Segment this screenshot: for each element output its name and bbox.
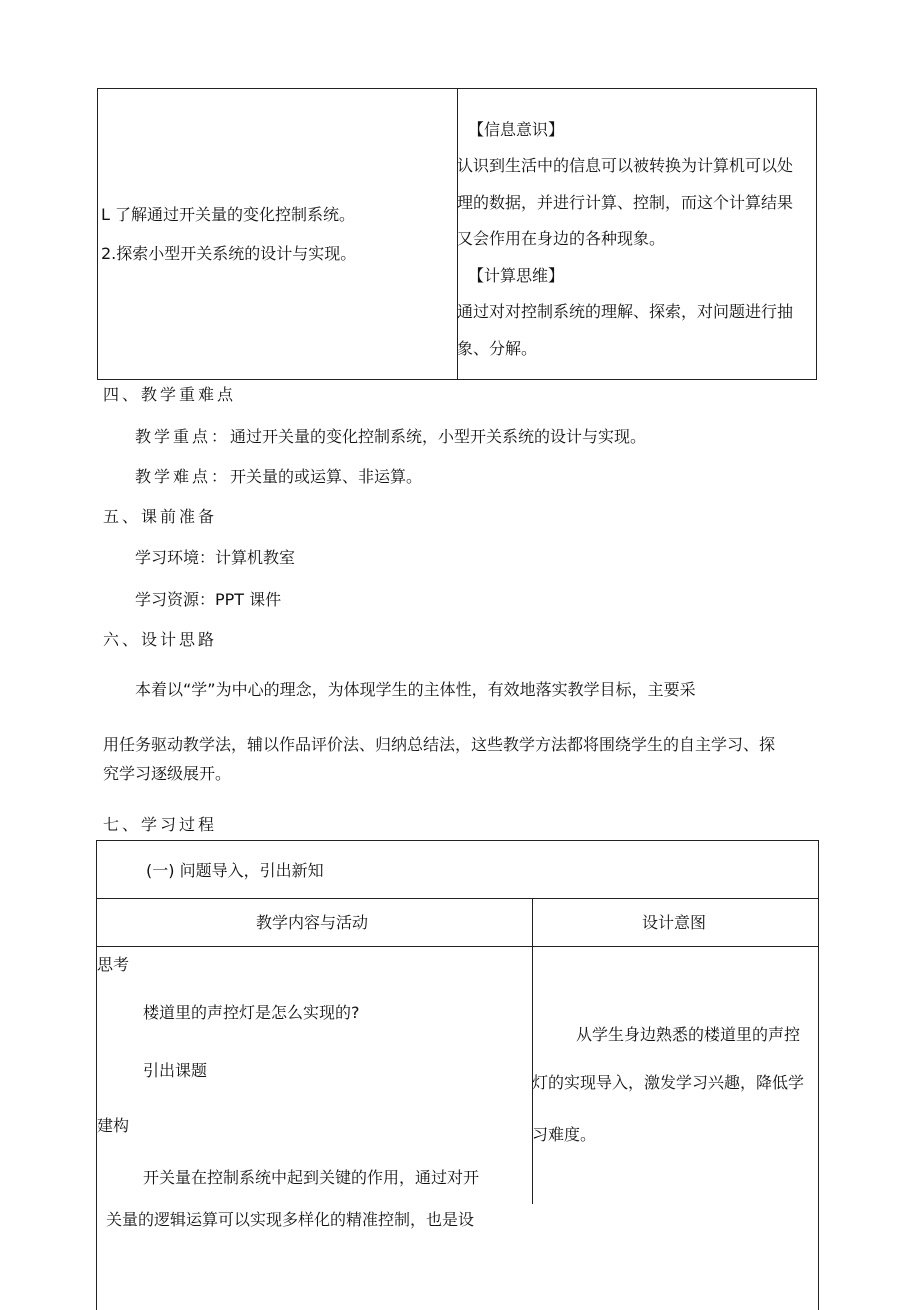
difficult-points-label: 教学难点： — [135, 467, 231, 486]
info-awareness-line: 又会作用在身边的各种现象。 — [457, 229, 666, 248]
learning-resources: 学习资源：PPT 课件 — [135, 590, 282, 609]
key-points-text: 通过开关量的变化控制系统，小型开关系统的设计与实现。 — [230, 427, 647, 446]
section-5-title: 五、课前准备 — [103, 507, 218, 526]
key-points — [135, 427, 646, 447]
section-4-title: 四、教学重难点 — [103, 385, 237, 404]
section-7-title: 七、学习过程 — [103, 815, 218, 834]
build-text-line: 关量的逻辑运算可以实现多样化的精准控制，也是设 — [106, 1210, 475, 1229]
info-awareness-line: 理的数据，并进行计算、控制，而这个计算结果 — [457, 193, 794, 212]
design-idea-line: 本着以“学”为中心的理念，为体现学生的主体性，有效地落实教学目标，主要采 — [135, 680, 696, 699]
learning-environment: 学习环境：计算机教室 — [135, 548, 296, 567]
info-awareness-heading: 【信息意识】 — [468, 120, 565, 139]
design-idea-line: 究学习逐级展开。 — [103, 764, 232, 783]
difficult-points-text: 开关量的或运算、非运算。 — [230, 467, 423, 486]
intent-line: 灯的实现导入，激发学习兴趣，降低学 — [532, 1073, 805, 1092]
phase-title: (一) 问题导入，引出新知 — [146, 861, 324, 880]
build-text-line: 开关量在控制系统中起到关键的作用，通过对开 — [143, 1168, 480, 1187]
column-header-intent: 设计意图 — [642, 913, 707, 932]
intent-line: 从学生身边熟悉的楼道里的声控 — [576, 1025, 801, 1044]
goal-1: L 了解通过开关量的变化控制系统。 — [101, 205, 356, 224]
section-6-title: 六、设计思路 — [103, 630, 218, 649]
info-awareness-line: 认识到生活中的信息可以被转换为计算机可以处 — [457, 156, 794, 175]
column-header-content: 教学内容与活动 — [256, 913, 369, 932]
computational-thinking-line: 通过对对控制系统的理解、探索，对问题进行抽 — [457, 302, 794, 321]
think-question: 楼道里的声控灯是怎么实现的? — [143, 1003, 360, 1022]
goal-2: 2.探索小型开关系统的设计与实现。 — [101, 244, 357, 263]
table-rule — [96, 898, 819, 899]
table-column-rule — [532, 898, 533, 1204]
table-rule — [96, 946, 819, 947]
build-label: 建构 — [97, 1116, 130, 1135]
computational-thinking-line: 象、分解。 — [457, 339, 538, 358]
computational-thinking-heading: 【计算思维】 — [468, 266, 565, 285]
key-points-label: 教学重点： — [135, 427, 231, 446]
intent-line: 习难度。 — [532, 1125, 597, 1144]
design-idea-line: 用任务驱动教学法，辅以作品评价法、归纳总结法，这些教学方法都将围绕学生的自主学习、探 — [103, 735, 776, 754]
lead-in: 引出课题 — [143, 1061, 208, 1080]
difficult-points — [135, 467, 422, 487]
think-label: 思考 — [97, 955, 130, 974]
